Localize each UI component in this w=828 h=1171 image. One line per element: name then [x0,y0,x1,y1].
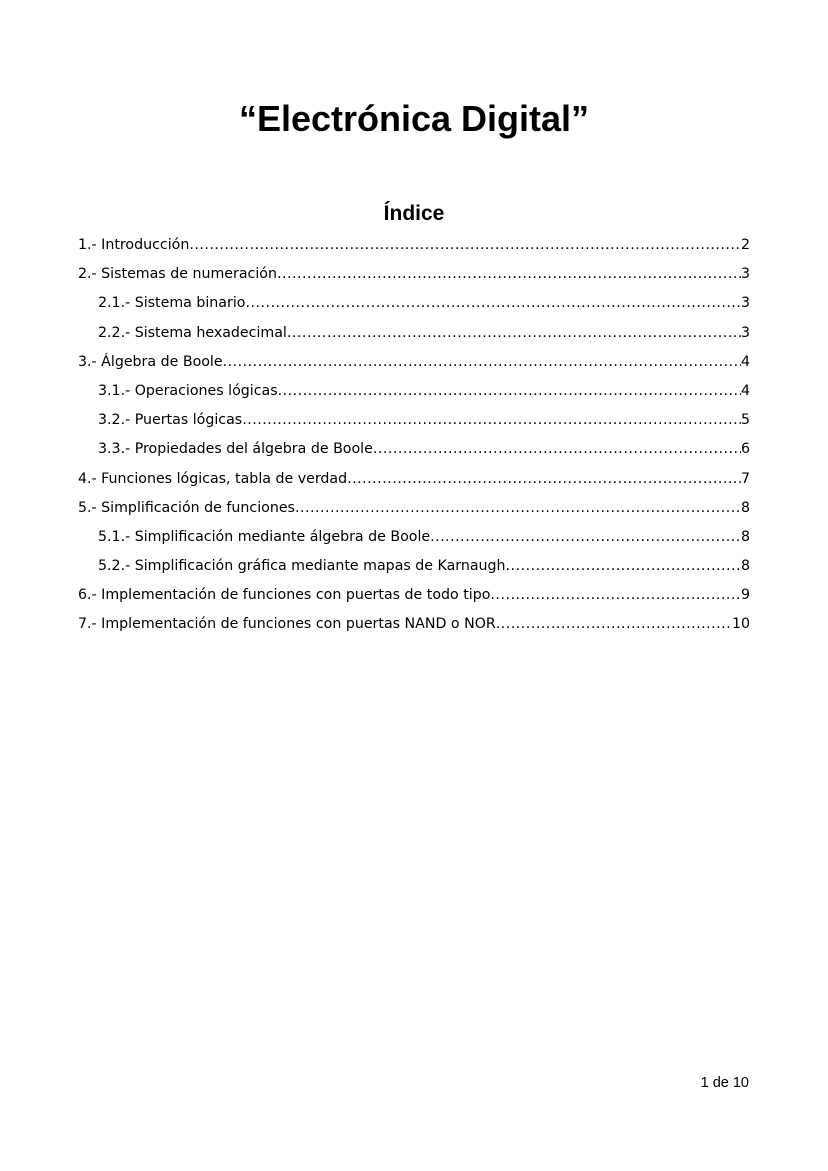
toc-entry-3[interactable] [78,291,750,320]
toc-entry-page-number: 5 [740,412,750,429]
toc-entry-title: 3.3.- Propiedades del álgebra de Boole [98,441,373,458]
toc-entry-leader [295,496,741,520]
toc-entry-leader [490,583,741,607]
toc-entry-title: 5.2.- Simplificación gráfica mediante mapas de Karnaugh [98,558,506,575]
toc-entry-title: 6.- Implementación de funciones con puertas de todo tipo [78,587,491,604]
toc-entry-9[interactable] [78,467,750,496]
toc-entry-leader [242,408,741,432]
toc-entry-page-number: 8 [740,528,750,545]
toc-entry-page-number: 3 [740,295,750,312]
toc-entry-leader [347,467,741,491]
toc-entry-page-number: 7 [740,470,750,487]
toc-entry-12[interactable] [78,554,750,583]
toc-entry-leader [496,612,732,636]
toc-entry-title: 2.- Sistemas de numeración [78,266,277,283]
toc-entry-title: 4.- Funciones lógicas, tabla de verdad [78,470,348,487]
toc-entry-title: 5.1.- Simplificación mediante álgebra de Boole [98,528,431,545]
table-of-contents [78,233,750,642]
toc-entry-10[interactable] [78,496,750,525]
toc-entry-7[interactable] [78,408,750,437]
toc-entry-page-number: 2 [740,237,750,253]
toc-entry-6[interactable] [78,379,750,408]
toc-entry-14[interactable] [78,612,750,641]
toc-entry-leader [278,379,741,403]
toc-entry-leader [245,291,741,315]
toc-entry-title: 3.- Álgebra de Boole [78,353,223,370]
toc-entry-leader [287,321,741,345]
toc-entry-page-number: 9 [740,587,750,604]
toc-entry-title: 1.- Introducción [78,237,190,253]
toc-entry-leader [430,525,741,549]
toc-entry-leader [373,437,741,461]
toc-entry-title: 5.- Simplificación de funciones [78,499,295,516]
toc-entry-2[interactable] [78,262,750,291]
toc-entry-page-number: 4 [740,353,750,370]
toc-entry-page-number: 8 [740,499,750,516]
toc-entry-leader [506,554,741,578]
toc-entry-title: 3.1.- Operaciones lógicas [98,382,278,399]
toc-entry-page-number: 10 [731,616,750,633]
toc-entry-8[interactable] [78,437,750,466]
toc-entry-4[interactable] [78,321,750,350]
toc-entry-leader [223,350,741,374]
toc-entry-title: 7.- Implementación de funciones con puertas NAND o NOR [78,616,496,633]
toc-entry-page-number: 6 [740,441,750,458]
toc-entry-11[interactable] [78,525,750,554]
toc-entry-leader [277,262,741,286]
toc-entry-leader [189,233,741,257]
toc-entry-1[interactable] [78,233,750,262]
toc-heading: Índice [383,202,445,225]
toc-entry-page-number: 4 [740,382,750,399]
toc-entry-title: 2.1.- Sistema binario [98,295,246,312]
toc-entry-title: 3.2.- Puertas lógicas [98,412,243,429]
toc-entry-page-number: 3 [740,266,750,283]
toc-entry-page-number: 8 [740,558,750,575]
toc-entry-13[interactable] [78,583,750,612]
toc-entry-5[interactable] [78,350,750,379]
toc-entry-page-number: 3 [740,324,750,341]
page-number: 1 de 10 [700,1075,749,1091]
document-title: “Electrónica Digital” [238,98,590,139]
toc-entry-title: 2.2.- Sistema hexadecimal [98,324,287,341]
